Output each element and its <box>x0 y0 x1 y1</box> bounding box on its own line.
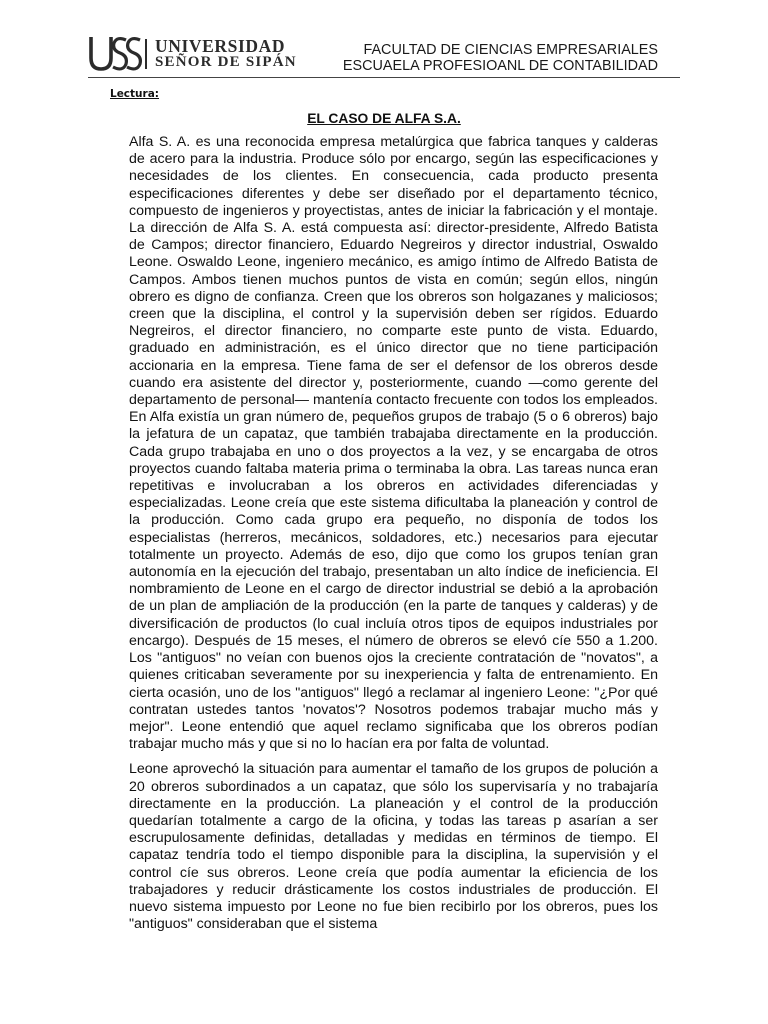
university-logo <box>88 34 308 74</box>
body-paragraph-1: Alfa S. A. es una reconocida empresa metalúrgica que fabrica tanques y calderas de acero para la industria. Produce sólo por encargo, según las especificaciones y necesidades de los clientes. En consecuencia, cada producto presenta especificaciones diferentes y debe ser diseñado por el departamento técnico, compuesto de ingenieros y proyectistas, antes de iniciar la fabricación y el montaje. La dirección de Alfa S. A. está compuesta así: director-presidente, Alfredo Batista de Campos; director financiero, Eduardo Negreiros y director industrial, Oswaldo Leone. Oswaldo Leone, ingeniero mecánico, es amigo íntimo de Alfredo Batista de Campos. Ambos tienen muchos puntos de vista en común; según ellos, ningún obrero es digno de confianza. Creen que los obreros son holgazanes y maliciosos; creen que la disciplina, el control y la supervisión deben ser rígidos. Eduardo Negreiros, el director financiero, no comparte este punto de vista. Eduardo, graduado en administración, es el único director que no tiene participación accionaria en la empresa. Tiene fama de ser el defensor de los obreros desde cuando era asistente del director y, posteriormente, cuando —como gerente del departamento de personal— mantenía contacto frecuente con todos los empleados. En Alfa existía un gran número de, pequeños grupos de trabajo (5 o 6 obreros) bajo la jefatura de un capataz, que también trabajaba directamente en la producción. Cada grupo trabajaba en uno o dos proyectos a la vez, y se encargaba de otros proyectos cuando faltaba materia prima o terminaba la obra. Las tareas nunca eran repetitivas e involucraban a los obreros en actividades diferenciadas y especializadas. Leone creía que este sistema dificultaba la planeación y control de la producción. Como cada grupo era pequeño, no disponía de todos los especialistas (herreros, mecánicos, soldadores, etc.) necesarios para ejecutar totalmente un proyecto. Además de eso, dijo que como los grupos tenían gran autonomía en la ejecución del trabajo, presentaban un alto índice de ineficiencia. El nombramiento de Leone en el cargo de director industrial se debió a la aprobación de un plan de ampliación de la producción (en la parte de tanques y calderas) y de diversificación de productos (lo cual incluía otros tipos de equipos industriales por encargo). Después de 15 meses, el número de obreros se elevó cíe 550 a 1.200. Los "antiguos" no veían con buenos ojos la creciente contratación de "novatos", a quienes criticaban severamente por su inexperiencia y falta de entrenamiento. En cierta ocasión, uno de los "antiguos" llegó a reclamar al ingeniero Leone: "¿Por qué contratan ustedes tantos 'novatos'? Nosotros podemos trabajar mucho más y mejor". Leone entendió que aquel reclamo significaba que los obreros podían trabajar mucho más y que si no lo hacían era por falta de voluntad. <box>129 134 658 753</box>
document-title: EL CASO DE ALFA S.A. <box>307 111 461 126</box>
university-subname: SEÑOR DE SIPÁN <box>155 54 297 70</box>
uss-logo-mark <box>88 34 144 74</box>
faculty-info <box>343 42 658 74</box>
header-rule <box>88 77 680 78</box>
faculty-name: FACULTAD DE CIENCIAS EMPRESARIALES <box>363 42 658 58</box>
school-name: ESCUAELA PROFESIOANL DE CONTABILIDAD <box>342 58 658 74</box>
page-header <box>88 34 680 78</box>
university-name: UNIVERSIDAD <box>155 36 286 56</box>
document-body <box>129 134 658 933</box>
logo-divider <box>145 39 147 69</box>
section-label: Lectura: <box>110 88 159 100</box>
body-paragraph-2: Leone aprovechó la situación para aumentar el tamaño de los grupos de polución a 20 obreros subordinados a un capataz, que sólo los supervisaría y no trabajaría directamente en la producción. La planeación y el control de la producción quedarían totalmente a cargo de la oficina, y todas las tareas p asarían a ser escrupulosamente definidas, detalladas y medidas en términos de tiempo. El capataz tendría todo el tiempo disponible para la disciplina, la supervisión y el control cíe sus obreros. Leone creía que podía aumentar la eficiencia de los trabajadores y reducir drásticamente los costos industriales de producción. El nuevo sistema impuesto por Leone no fue bien recibirlo por los obreros, pues los "antiguos" consideraban que el sistema <box>129 761 658 933</box>
